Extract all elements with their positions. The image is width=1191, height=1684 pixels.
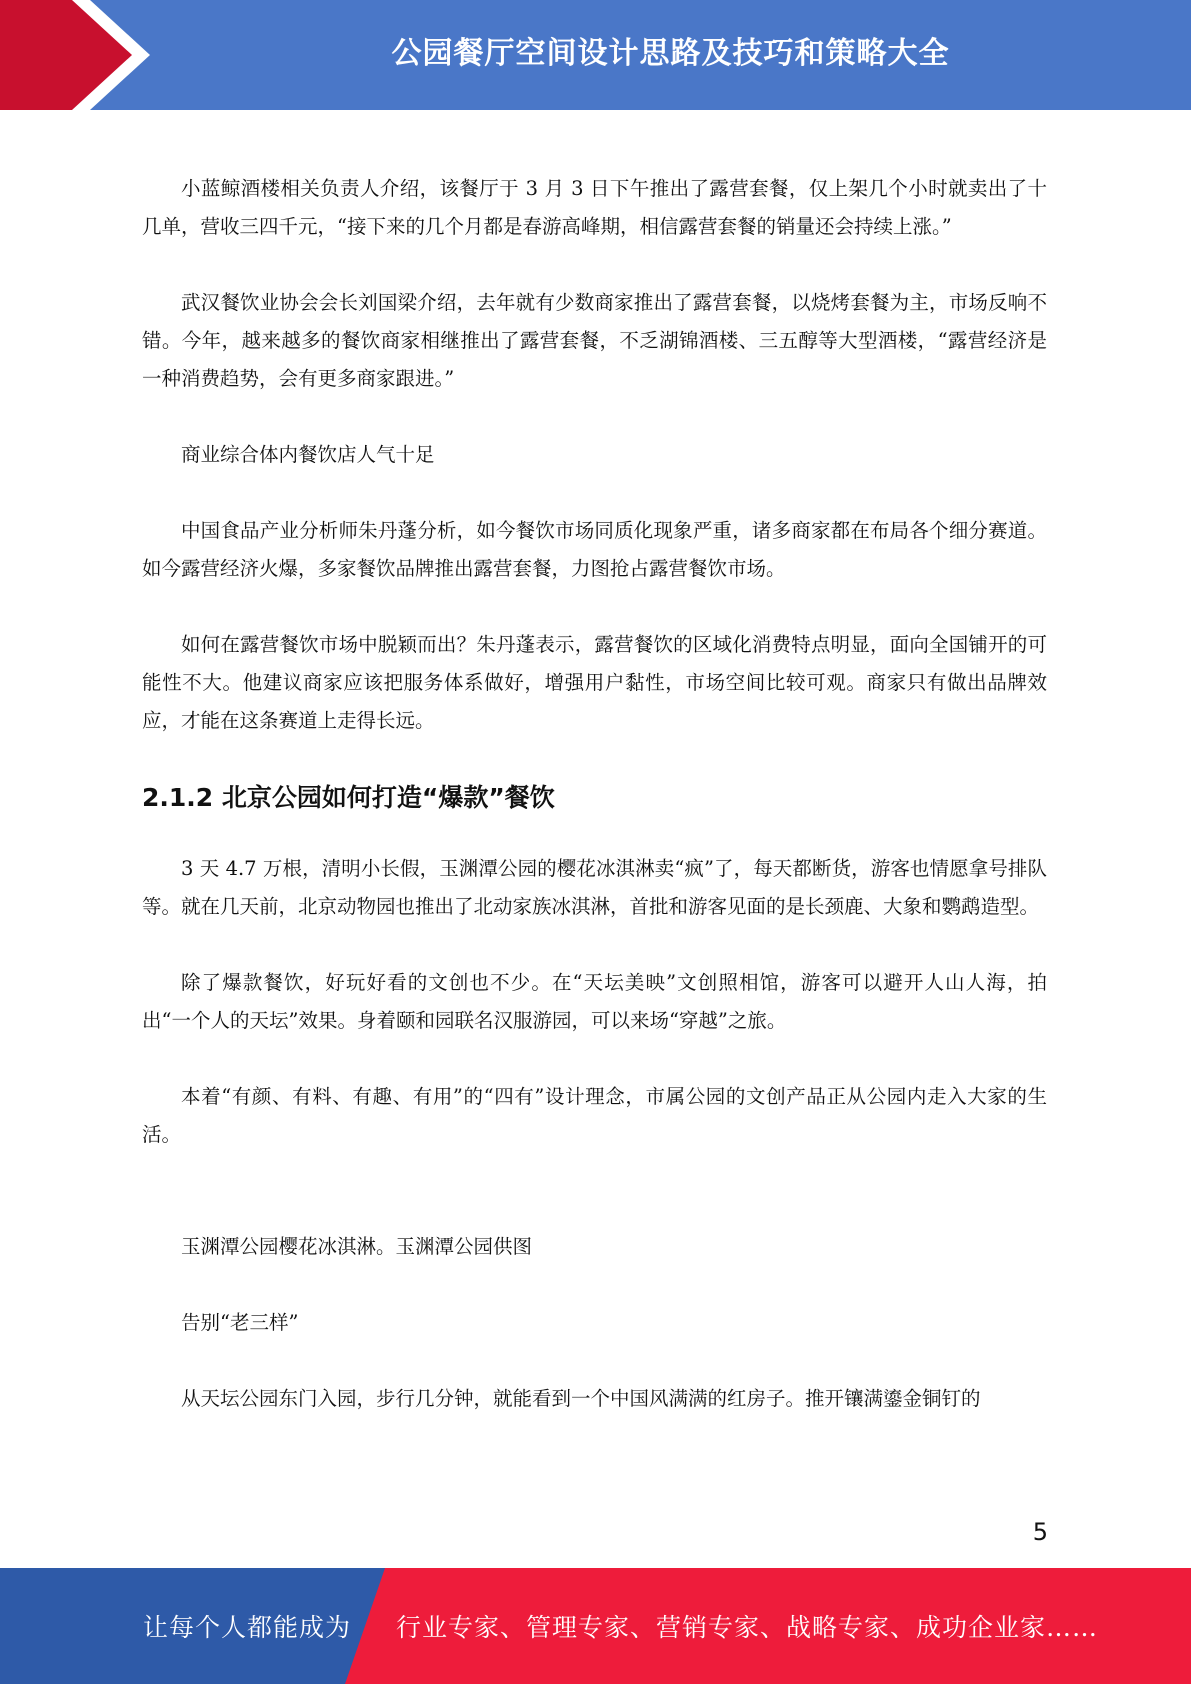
header-arrow-decoration — [0, 0, 160, 110]
image-caption: 玉渊潭公园樱花冰淇淋。玉渊潭公园供图 — [181, 1235, 533, 1258]
image-placeholder-space — [142, 1192, 1047, 1228]
section-heading: 2.1.2 北京公园如何打造“爆款”餐饮 — [142, 783, 555, 812]
footer-slogan-right: 行业专家、管理专家、营销专家、战略专家、成功企业家…… — [396, 1613, 1099, 1642]
page-header — [0, 0, 1191, 110]
footer-slogan-left: 让每个人都能成为 — [143, 1613, 352, 1642]
page-number: 5 — [1032, 1518, 1048, 1546]
paragraph: 中国食品产业分析师朱丹蓬分析，如今餐饮市场同质化现象严重，诸多商家都在布局各个细分赛道。如今露营经济火爆，多家餐饮品牌推出露营套餐，力图抢占露营餐饮市场。 — [142, 519, 1047, 580]
header-title: 公园餐厅空间设计思路及技巧和策略大全 — [391, 36, 950, 71]
paragraph: 小蓝鲸酒楼相关负责人介绍，该餐厅于 3 月 3 日下午推出了露营套餐，仅上架几个小时就卖出了十几单，营收三四千元，“接下来的几个月都是春游高峰期，相信露营套餐的销量还会持续上涨。” — [142, 177, 1047, 238]
paragraph: 如何在露营餐饮市场中脱颖而出？朱丹蓬表示，露营餐饮的区域化消费特点明显，面向全国铺开的可能性不大。他建议商家应该把服务体系做好，增强用户黏性，市场空间比较可观。商家只有做出品牌效应，才能在这条赛道上走得长远。 — [142, 633, 1047, 732]
paragraph: 商业综合体内餐饮店人气十足 — [181, 443, 435, 466]
paragraph: 3 天 4.7 万根，清明小长假，玉渊潭公园的樱花冰淇淋卖“疯”了，每天都断货，游客也情愿拿号排队等。就在几天前，北京动物园也推出了北动家族冰淇淋，首批和游客见面的是长颈鹿、大象和鹦鹉造型。 — [142, 857, 1047, 918]
paragraph: 本着“有颜、有料、有趣、有用”的“四有”设计理念，市属公园的文创产品正从公园内走入大家的生活。 — [142, 1085, 1047, 1146]
subheading: 告别“老三样” — [181, 1311, 299, 1334]
paragraph: 武汉餐饮业协会会长刘国梁介绍，去年就有少数商家推出了露营套餐，以烧烤套餐为主，市场反响不错。今年，越来越多的餐饮商家相继推出了露营套餐，不乏湖锦酒楼、三五醇等大型酒楼，“露营经济是一种消费趋势，会有更多商家跟进。” — [142, 291, 1047, 390]
paragraph: 从天坛公园东门入园，步行几分钟，就能看到一个中国风满满的红房子。推开镶满鎏金铜钉的 — [181, 1387, 981, 1410]
page-footer — [0, 1568, 1191, 1684]
paragraph: 除了爆款餐饮，好玩好看的文创也不少。在“天坛美映”文创照相馆，游客可以避开人山人海，拍出“一个人的天坛”效果。身着颐和园联名汉服游园，可以来场“穿越”之旅。 — [142, 971, 1047, 1032]
document-body — [142, 170, 1047, 1456]
